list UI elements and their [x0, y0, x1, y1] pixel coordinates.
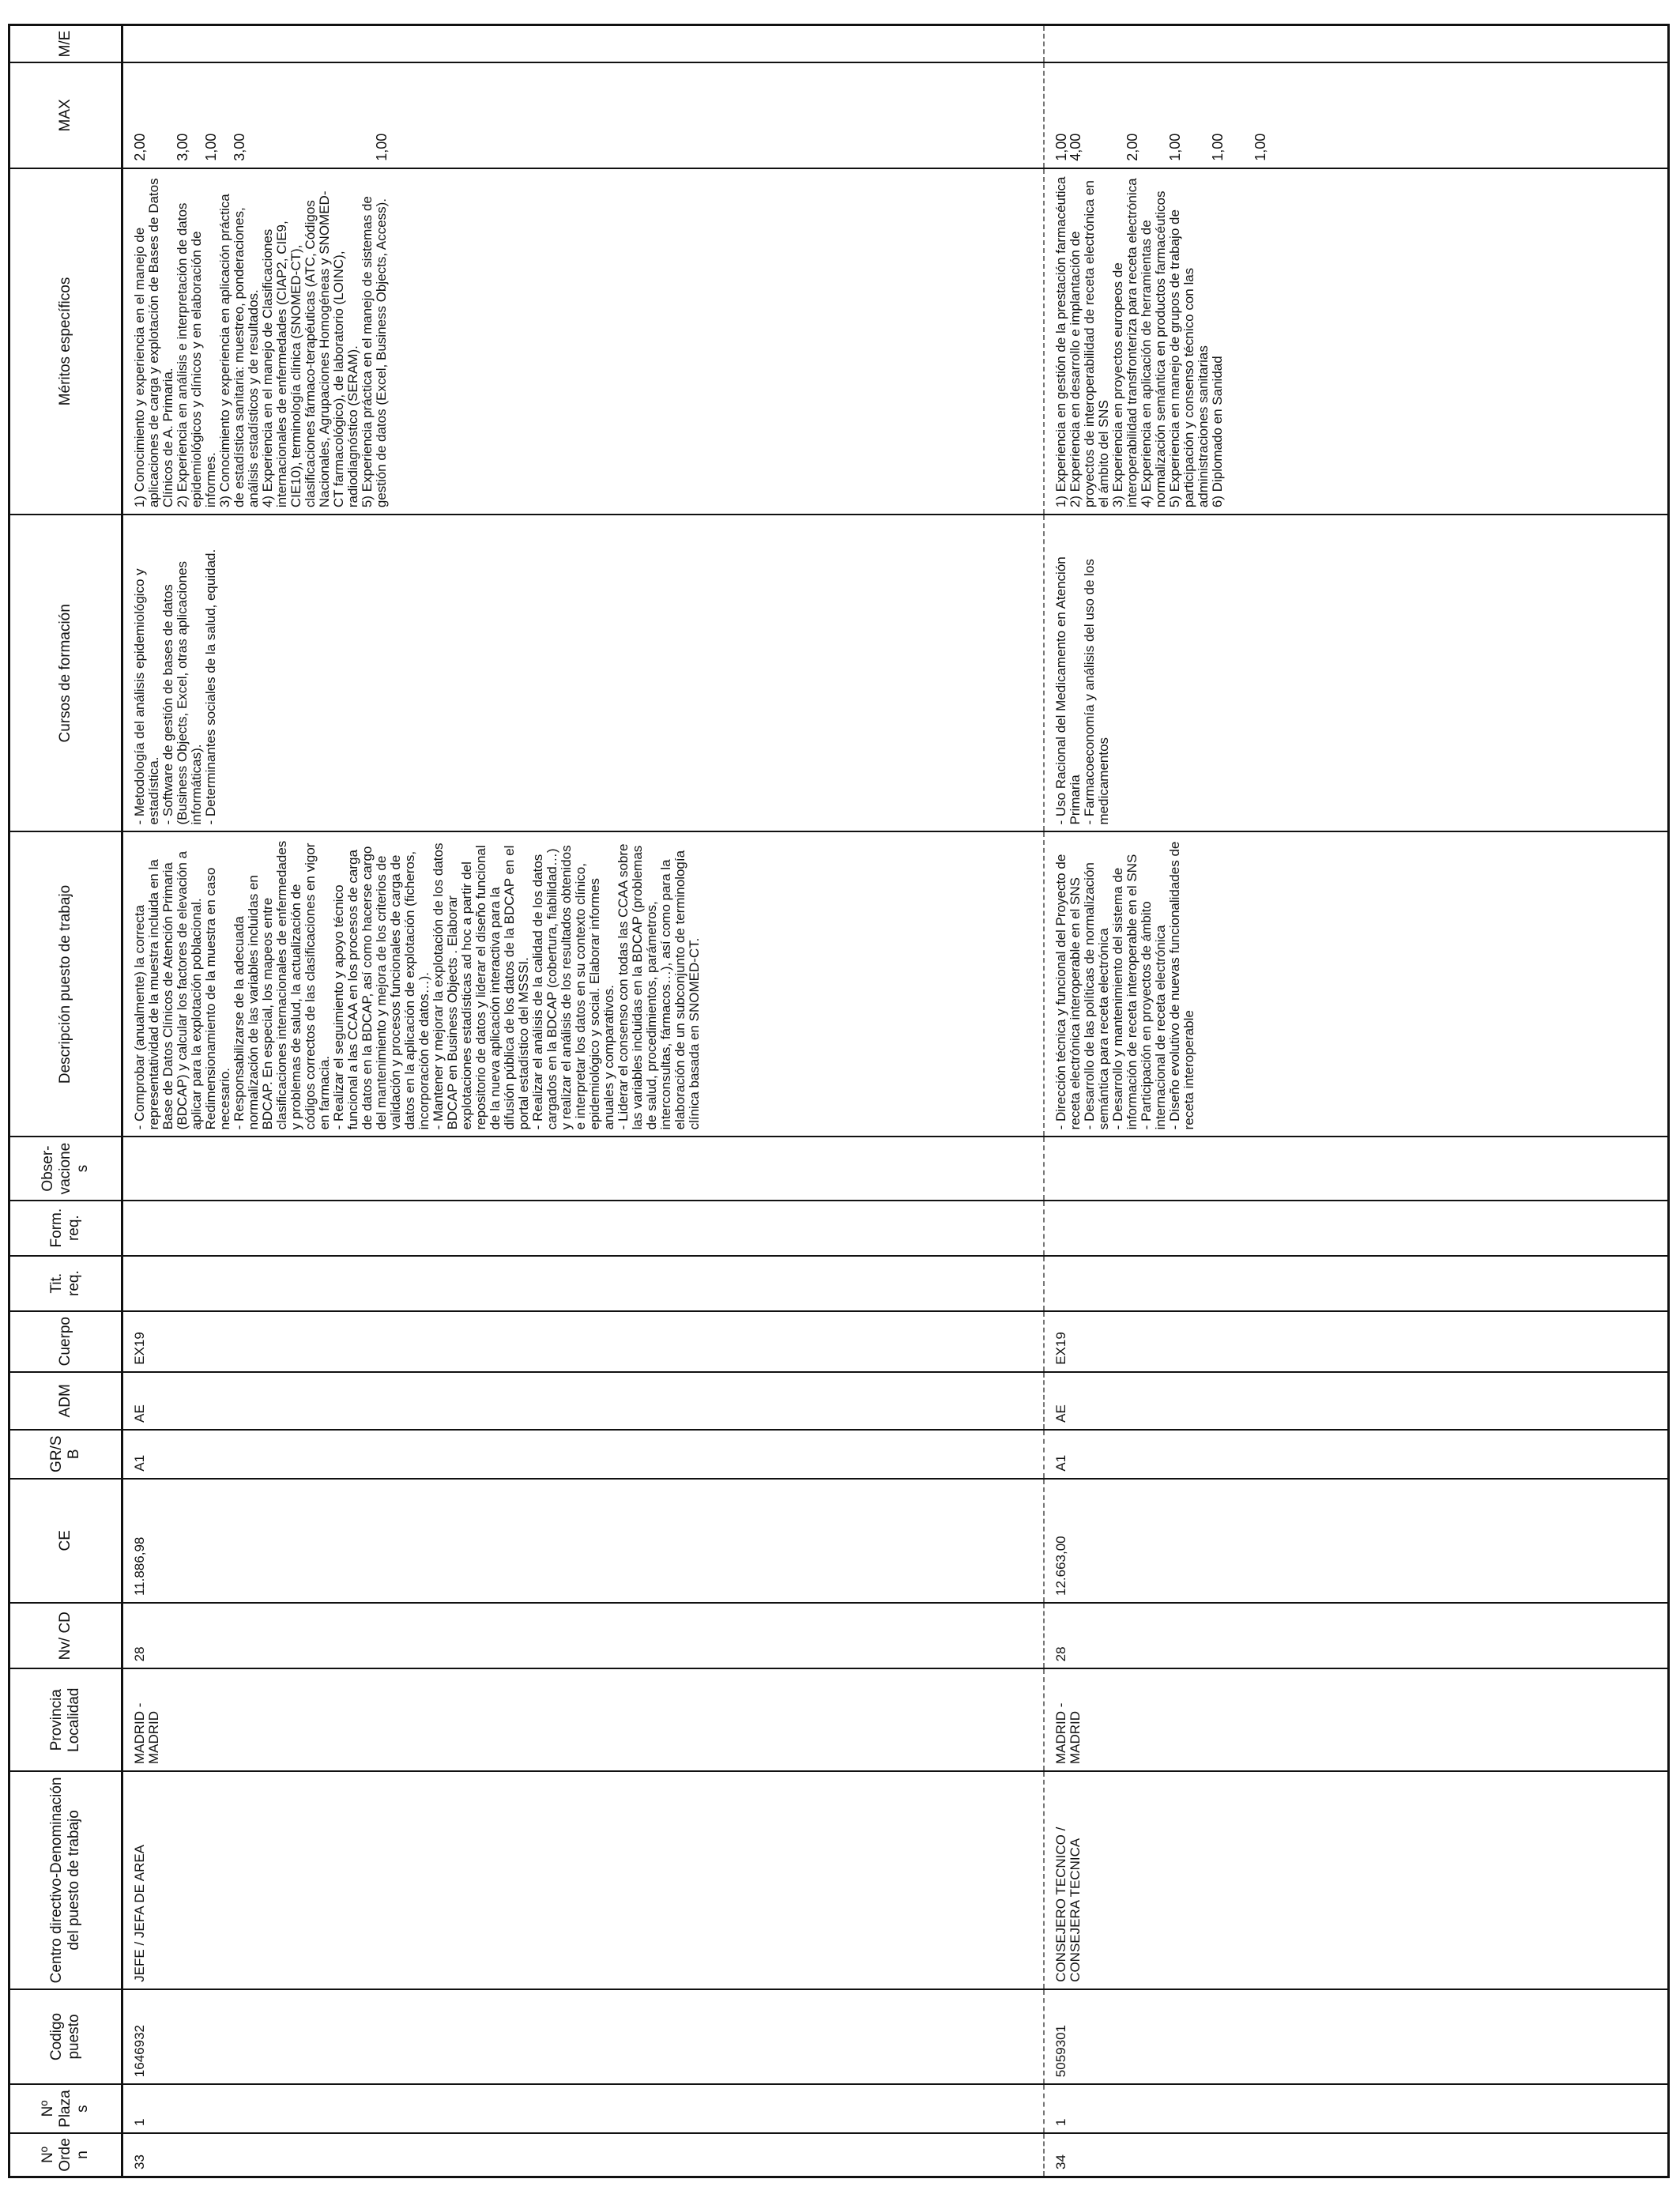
header-provincia: Provincia Localidad	[9, 1668, 122, 1771]
header-max: MAX	[9, 62, 122, 168]
max-value: 1,00	[1252, 133, 1268, 161]
cell-provincia: MADRID - MADRID	[1044, 1668, 1669, 1771]
max-value: 1,00	[1167, 133, 1183, 161]
header-cursos: Cursos de formación	[9, 515, 122, 831]
cell-observaciones	[1044, 1137, 1669, 1200]
max-value: 1,00	[1053, 133, 1069, 161]
merito-item: 3) Experiencia en proyectos europeos de interoperabilidad transfronteriza para receta electrónica	[1110, 178, 1139, 508]
cell-max	[122, 62, 1045, 168]
merito-item: 4) Experiencia en el manejo de Clasificaciones internacionales de enfermedades (CIAP2, CIE9, CIE10), terminología clínica (SNOMED-CT), clasificaciones fármaco-terapéuticas (ATC, Códigos Nacionales, Agrupaciones Homogéneas y SNOMED-CT farmacológico), de laboratorio (LOINC), radiodiagnóstico (SERAM).	[260, 190, 360, 508]
cell-provincia: MADRID - MADRID	[122, 1668, 1045, 1771]
cell-plazas: 1	[1044, 2084, 1669, 2133]
header-centro: Centro directivo-Denominación del puesto de trabajo	[9, 1771, 122, 1989]
job-positions-table	[8, 24, 1670, 2178]
cell-codigo: 1646932	[122, 1989, 1045, 2084]
header-orden: Nº Orden	[9, 2133, 122, 2177]
cell-descripcion: - Dirección técnica y funcional del Proyecto de receta electrónica interoperable en el SNS - Desarrollo de las políticas de normalización semántica para receta electrónica - Desarrollo y mantenimiento del sistema de información de receta interoperable en el SNS - Participación en proyectos de ámbito internacional de receta electrónica - Diseño evolutivo de nuevas funcionalidades de receta interoperable	[1044, 832, 1669, 1137]
max-value: 1,00	[203, 133, 219, 161]
cell-cuerpo: EX19	[1044, 1311, 1669, 1372]
cell-centro: JEFE / JEFA DE AREA	[122, 1771, 1045, 1989]
cell-orden: 34	[1044, 2133, 1669, 2177]
merito-item: 1) Experiencia en gestión de la prestación farmacéutica	[1053, 176, 1068, 508]
cell-grupo: A1	[1044, 1430, 1669, 1479]
cell-formacion	[1044, 1201, 1669, 1256]
cell-ce: 12.663,00	[1044, 1479, 1669, 1603]
table-row	[122, 25, 1045, 2177]
cell-orden: 33	[122, 2133, 1045, 2177]
header-titulacion: Tit. req.	[9, 1256, 122, 1311]
cell-formacion	[122, 1201, 1045, 1256]
cell-cursos: - Metodología del análisis epidemiológico y estadística. - Software de gestión de bases de datos (Business Objects, Excel, otras aplicaciones informáticas). - Determinantes sociales de la salud, equidad.	[122, 515, 1045, 831]
cell-cuerpo: EX19	[122, 1311, 1045, 1372]
header-observaciones: Obser-vaciones	[9, 1137, 122, 1200]
max-value: 4,00	[1068, 133, 1083, 161]
header-ce: CE	[9, 1479, 122, 1603]
cell-plazas: 1	[122, 2084, 1045, 2133]
max-value: 1,00	[1210, 133, 1226, 161]
header-cuerpo: Cuerpo	[9, 1311, 122, 1372]
cell-meritos	[122, 168, 1045, 515]
header-grupo: GR/SB	[9, 1430, 122, 1479]
merito-item: 4) Experiencia en aplicación de herramientas de normalización semántica en productos farmacéuticos	[1139, 190, 1168, 508]
cell-me	[122, 25, 1045, 62]
header-nivel: Nv/ CD	[9, 1603, 122, 1668]
cell-max	[1044, 62, 1669, 168]
cell-titulacion	[122, 1256, 1045, 1311]
merito-item: 5) Experiencia práctica en el manejo de sistemas de gestión de datos (Excel, Business Objects, Access).	[360, 196, 389, 508]
cell-cursos: - Uso Racional del Medicamento en Atención Primaria - Farmacoeconomía y análisis del uso de los medicamentos	[1044, 515, 1669, 831]
max-value: 3,00	[175, 133, 190, 161]
cell-nivel: 28	[1044, 1603, 1669, 1668]
merito-item: 5) Experiencia en manejo de grupos de trabajo de participación y consenso técnico con las administraciones sanitarias	[1167, 209, 1211, 508]
header-me: M/E	[9, 25, 122, 62]
header-meritos: Méritos específicos	[9, 168, 122, 515]
cell-me	[1044, 25, 1669, 62]
max-value: 2,00	[1124, 133, 1140, 161]
max-value: 1,00	[374, 133, 390, 161]
merito-item: 6) Diplomado en Sanidad	[1210, 356, 1225, 508]
cell-adm: AE	[122, 1372, 1045, 1430]
cell-observaciones	[122, 1137, 1045, 1200]
merito-item: 3) Conocimiento y experiencia en aplicación práctica de estadística sanitaria: muestreo, ponderaciones, análisis estadísticos y de resultados.	[217, 194, 261, 508]
cell-adm: AE	[1044, 1372, 1669, 1430]
header-plazas: Nº Plazas	[9, 2084, 122, 2133]
max-value: 3,00	[232, 133, 247, 161]
table-row	[1044, 25, 1669, 2177]
max-value: 2,00	[132, 133, 148, 161]
cell-ce: 11.886,98	[122, 1479, 1045, 1603]
cell-grupo: A1	[122, 1430, 1045, 1479]
cell-codigo: 5059301	[1044, 1989, 1669, 2084]
cell-meritos	[1044, 168, 1669, 515]
header-descripcion: Descripción puesto de trabajo	[9, 832, 122, 1137]
header-row	[9, 25, 122, 2177]
cell-centro: CONSEJERO TECNICO / CONSEJERA TECNICA	[1044, 1771, 1669, 1989]
cell-titulacion	[1044, 1256, 1669, 1311]
merito-item: 2) Experiencia en análisis e interpretación de datos epidemiológicos y clínicos y en elaboración de informes.	[175, 202, 218, 508]
header-codigo: Codigo puesto	[9, 1989, 122, 2084]
cell-nivel: 28	[122, 1603, 1045, 1668]
header-adm: ADM	[9, 1372, 122, 1430]
merito-item: 2) Experiencia en desarrollo e implantación de proyectos de interoperabilidad de receta electrónica en el ámbito del SNS	[1068, 180, 1111, 508]
cell-descripcion: - Comprobar (anualmente) la correcta representatividad de la muestra incluida en la Base de Datos Clínicos de Atención Primaria (BDCAP) y calcular los factores de elevación a aplicar para la explotación poblacional. Redimensionamiento de la muestra en caso necesario. - Responsabilizarse de la adecuada normalización de las variables incluidas en BDCAP. En especial, los mapeos entre clasificaciones internacionales de enfermedades y problemas de salud, la actualización de códigos correctos de las clasificaciones en vigor en farmacia. - Realizar el seguimiento y apoyo técnico funcional a las CCAA en los procesos de carga de datos en la BDCAP, así como hacerse cargo del mantenimiento y mejora de los criterios de validación y procesos funcionales de carga de datos en la aplicación de explotación (ficheros, incorporación de datos…). - Mantener y mejorar la explotación de los datos BDCAP en Business Objects . Elaborar explotaciones estadísticas ad hoc a partir del repositorio de datos y liderar el diseño funcional de la nueva aplicación interactiva para la difusión pública de los datos de la BDCAP en el portal estadístico del MSSSI. - Realizar el análisis de la calidad de los datos cargados en la BDCAP (cobertura, fiabilidad…) y realizar el análisis de los resultados obtenidos e interpretar los datos en su contexto clínico, epidemiológico y social. Elaborar informes anuales y comparativos. - Liderar el consenso con todas las CCAA sobre las variables incluidas en la BDCAP (problemas de salud, procedimientos, parámetros, interconsultas, fármacos…), así como para la elaboración de un subconjunto de terminología clínica basada en SNOMED-CT.	[122, 832, 1045, 1137]
header-formacion: Form. req.	[9, 1201, 122, 1256]
merito-item: 1) Conocimiento y experiencia en el manejo de aplicaciones de carga y explotación de Bases de Datos Clínicos de A. Primaria.	[132, 178, 175, 508]
